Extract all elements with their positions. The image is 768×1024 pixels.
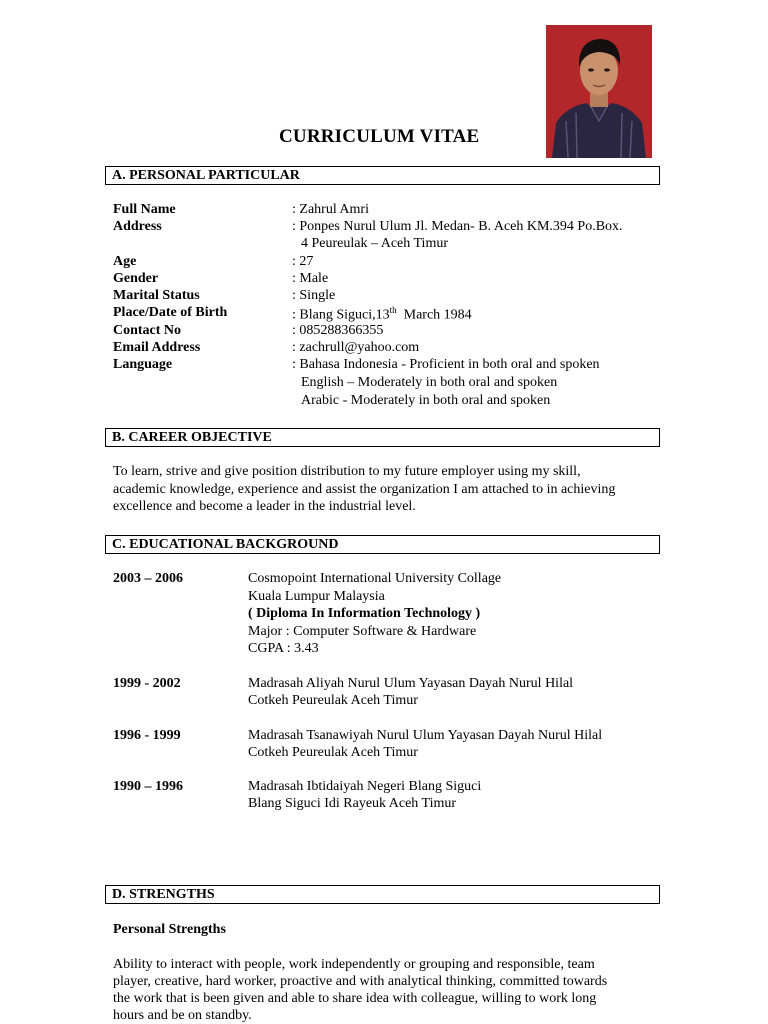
page-title: CURRICULUM VITAE xyxy=(279,126,480,147)
education-years: 2003 – 2006 xyxy=(113,571,183,586)
section-header-education xyxy=(105,535,660,554)
education-line: Cosmopoint International University Collage xyxy=(248,571,502,586)
education-line: Madrasah Ibtidaiyah Negeri Blang Siguci xyxy=(248,779,482,794)
strengths-subtitle: Personal Strengths xyxy=(113,922,226,937)
birth-month-year: March 1984 xyxy=(396,307,472,323)
strengths-line3: the work that is been given and able to share idea with colleague, willing to work long xyxy=(113,991,597,1006)
section-title: C. EDUCATIONAL BACKGROUND xyxy=(112,537,339,552)
education-years: 1996 - 1999 xyxy=(113,728,181,743)
label-address: Address xyxy=(113,219,162,234)
portrait-image xyxy=(546,25,652,158)
value-language-line3: Arabic - Moderately in both oral and spoken xyxy=(301,393,551,408)
value-address-line1: : Ponpes Nurul Ulum Jl. Medan- B. Aceh KM.394 Po.Box. xyxy=(292,219,623,234)
education-line: Cotkeh Peureulak Aceh Timur xyxy=(248,745,418,760)
education-line: Madrasah Tsanawiyah Nurul Ulum Yayasan Dayah Nurul Hilal xyxy=(248,728,603,743)
value-language-line2: English – Moderately in both oral and spoken xyxy=(301,375,558,390)
education-line: Cotkeh Peureulak Aceh Timur xyxy=(248,693,418,708)
strengths-line2: player, creative, hard worker, proactive and with analytical thinking, committed towards xyxy=(113,974,608,989)
birth-day-suffix: th xyxy=(389,305,397,315)
label-age: Age xyxy=(113,254,137,269)
objective-line3: excellence and become a leader in the industrial level. xyxy=(113,499,416,514)
label-email: Email Address xyxy=(113,340,201,355)
education-line: Madrasah Aliyah Nurul Ulum Yayasan Dayah Nurul Hilal xyxy=(248,676,574,691)
profile-photo xyxy=(546,25,652,158)
label-contact: Contact No xyxy=(113,323,182,338)
value-gender: : Male xyxy=(292,271,329,286)
value-address-line2: 4 Peureulak – Aceh Timur xyxy=(301,236,448,251)
education-line: Kuala Lumpur Malaysia xyxy=(248,589,385,604)
objective-line1: To learn, strive and give position distribution to my future employer using my skill, xyxy=(113,464,581,479)
section-title: A. PERSONAL PARTICULAR xyxy=(112,168,300,183)
birth-place-day: : Blang Siguci,13 xyxy=(292,307,390,323)
education-line: CGPA : 3.43 xyxy=(248,641,319,656)
objective-line2: academic knowledge, experience and assist the organization I am attached to in achieving xyxy=(113,482,616,497)
section-title: D. STRENGTHS xyxy=(112,887,215,902)
label-marital-status: Marital Status xyxy=(113,288,200,303)
section-header-strengths xyxy=(105,885,660,904)
education-years: 1990 – 1996 xyxy=(113,779,183,794)
label-gender: Gender xyxy=(113,271,159,286)
strengths-line1: Ability to interact with people, work independently or grouping and responsible, team xyxy=(113,957,595,972)
section-title: B. CAREER OBJECTIVE xyxy=(112,430,272,445)
section-header-objective xyxy=(105,428,660,447)
value-age: : 27 xyxy=(292,254,314,269)
label-birth: Place/Date of Birth xyxy=(113,305,228,320)
section-header-personal xyxy=(105,166,660,185)
education-line: Major : Computer Software & Hardware xyxy=(248,624,477,639)
value-language-line1: : Bahasa Indonesia - Proficient in both oral and spoken xyxy=(292,357,600,372)
value-full-name: : Zahrul Amri xyxy=(292,202,369,217)
education-years: 1999 - 2002 xyxy=(113,676,181,691)
label-full-name: Full Name xyxy=(113,202,176,217)
value-email: : zachrull@yahoo.com xyxy=(292,340,420,355)
education-degree: ( Diploma In Information Technology ) xyxy=(248,606,481,621)
education-line: Blang Siguci Idi Rayeuk Aceh Timur xyxy=(248,796,457,811)
value-contact: : 085288366355 xyxy=(292,323,384,338)
value-birth xyxy=(292,305,472,324)
label-language: Language xyxy=(113,357,173,372)
strengths-line4: hours and be on standby. xyxy=(113,1008,252,1023)
value-marital-status: : Single xyxy=(292,288,336,303)
